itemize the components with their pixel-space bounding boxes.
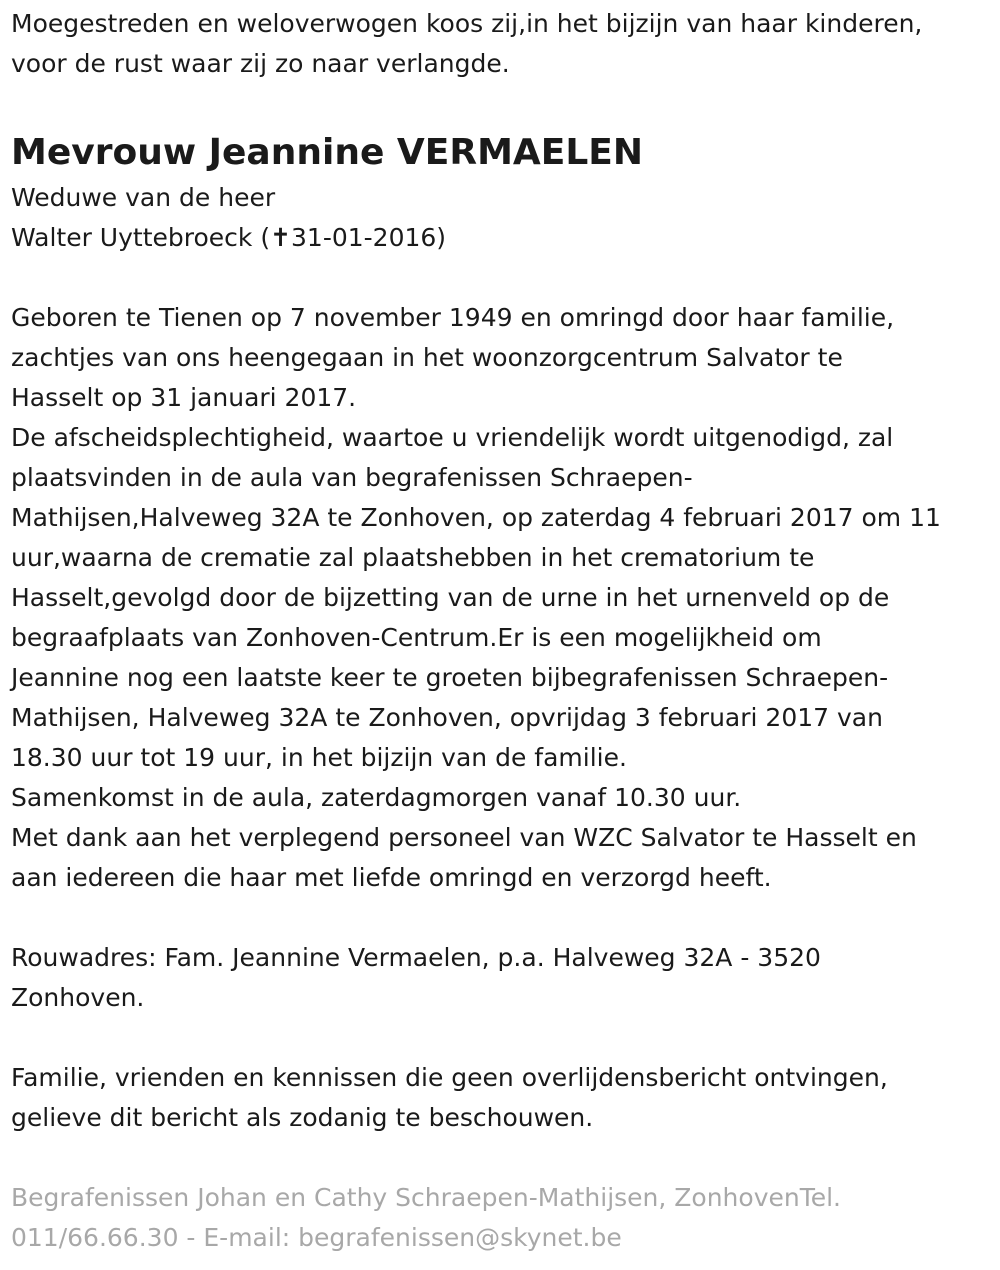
intro-section (11, 4, 989, 84)
notice-line: gelieve dit bericht als zodanig te beschouwen. (11, 1103, 594, 1132)
body-line: Geboren te Tienen op 7 november 1949 en omringd door haar familie, (11, 303, 895, 332)
funeral-home-footer (11, 1178, 989, 1258)
body-section (11, 298, 989, 898)
spouse-line: Walter Uyttebroeck (✝31-01-2016) (11, 223, 447, 252)
address-section (11, 938, 989, 1018)
intro-line: voor de rust waar zij zo naar verlangde. (11, 49, 510, 78)
deceased-name: Mevrouw Jeannine VERMAELEN (11, 132, 644, 173)
intro-line: Moegestreden en weloverwogen koos zij,in het bijzijn van haar kinderen, (11, 9, 923, 38)
body-line: aan iedereen die haar met liefde omringd en verzorgd heeft. (11, 863, 772, 892)
body-line: Mathijsen, Halveweg 32A te Zonhoven, opvrijdag 3 februari 2017 van (11, 703, 883, 732)
body-line: Jeannine nog een laatste keer te groeten bijbegrafenissen Schraepen- (11, 663, 889, 692)
body-line: Mathijsen,Halveweg 32A te Zonhoven, op zaterdag 4 februari 2017 om 11 (11, 503, 941, 532)
footer-line: 011/66.66.30 - E-mail: begrafenissen@skynet.be (11, 1223, 622, 1252)
notice-line: Familie, vrienden en kennissen die geen overlijdensbericht ontvingen, (11, 1063, 888, 1092)
body-line: zachtjes van ons heengegaan in het woonzorgcentrum Salvator te (11, 343, 843, 372)
body-line: Hasselt op 31 januari 2017. (11, 383, 357, 412)
address-line: Zonhoven. (11, 983, 145, 1012)
body-line: plaatsvinden in de aula van begrafenissen Schraepen- (11, 463, 693, 492)
body-line: Samenkomst in de aula, zaterdagmorgen vanaf 10.30 uur. (11, 783, 742, 812)
spouse-section (11, 178, 989, 258)
address-line: Rouwadres: Fam. Jeannine Vermaelen, p.a. Halveweg 32A - 3520 (11, 943, 821, 972)
body-line: 18.30 uur tot 19 uur, in het bijzijn van de familie. (11, 743, 627, 772)
body-line: Met dank aan het verplegend personeel van WZC Salvator te Hasselt en (11, 823, 917, 852)
body-line: uur,waarna de crematie zal plaatshebben in het crematorium te (11, 543, 815, 572)
footer-line: Begrafenissen Johan en Cathy Schraepen-Mathijsen, ZonhovenTel. (11, 1183, 842, 1212)
spouse-line: Weduwe van de heer (11, 183, 276, 212)
body-line: begraafplaats van Zonhoven-Centrum.Er is een mogelijkheid om (11, 623, 822, 652)
body-line: Hasselt,gevolgd door de bijzetting van de urne in het urnenveld op de (11, 583, 890, 612)
body-line: De afscheidsplechtigheid, waartoe u vriendelijk wordt uitgenodigd, zal (11, 423, 894, 452)
notice-section (11, 1058, 989, 1138)
